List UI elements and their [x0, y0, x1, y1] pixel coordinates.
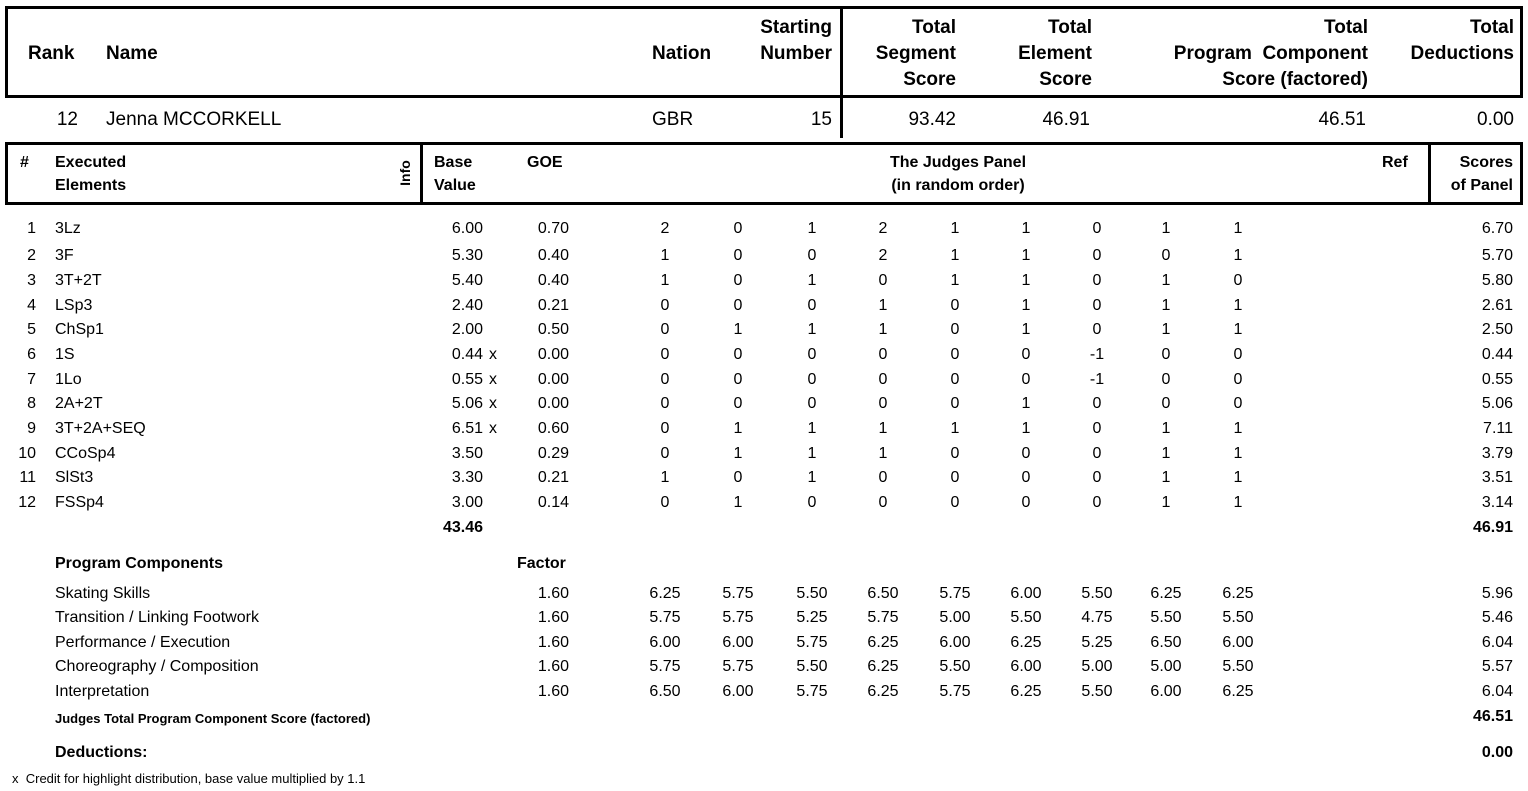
scores-of-panel-header — [1436, 151, 1513, 197]
element-judge-score: 1 — [1021, 272, 1031, 289]
component-judge-score: 6.25 — [867, 634, 899, 651]
header-line: Score (factored) — [1222, 69, 1368, 90]
header-line: Base — [434, 154, 473, 171]
component-judge-score: 6.25 — [867, 658, 899, 675]
element-num: 9 — [27, 420, 36, 437]
athlete-nation: GBR — [652, 109, 694, 130]
element-judge-score: 1 — [807, 272, 817, 289]
element-judge-score: 2 — [660, 220, 670, 237]
element-judge-score: 1 — [1161, 494, 1171, 511]
element-judge-score: 1 — [950, 272, 960, 289]
element-judge-score: 0 — [1092, 247, 1102, 264]
header-line: Score — [903, 69, 956, 90]
elements-header-box — [5, 142, 1523, 205]
element-panel-score: 0.55 — [1481, 371, 1513, 388]
col-rank-header: Rank — [28, 43, 75, 64]
element-judge-score: 2 — [878, 247, 888, 264]
element-num: 5 — [27, 321, 36, 338]
element-highlight-mark: x — [489, 395, 497, 412]
element-goe: 0.60 — [537, 420, 569, 437]
element-judge-score: 0 — [950, 297, 960, 314]
element-panel-score: 3.79 — [1481, 445, 1513, 462]
element-judge-score: 1 — [660, 272, 670, 289]
element-panel-score: 0.44 — [1481, 346, 1513, 363]
element-num: 1 — [27, 220, 36, 237]
element-goe: 0.00 — [537, 346, 569, 363]
element-judge-score: 0 — [1233, 371, 1243, 388]
element-judge-score: 0 — [1161, 395, 1171, 412]
element-code: 3T+2A+SEQ — [55, 420, 146, 437]
element-highlight-mark: x — [489, 371, 497, 388]
info-label: Info — [397, 160, 413, 186]
component-judge-score: 5.50 — [1081, 683, 1113, 700]
component-judge-score: 6.00 — [1010, 658, 1042, 675]
header-line: of Panel — [1450, 177, 1513, 194]
element-num: 2 — [27, 247, 36, 264]
component-panel-score: 6.04 — [1481, 683, 1513, 700]
header-line: Total — [1048, 17, 1092, 38]
judges-panel-header — [808, 151, 1108, 197]
header-line: Program Component — [1173, 43, 1368, 64]
component-judge-score: 5.75 — [867, 609, 899, 626]
component-factor: 1.60 — [537, 683, 569, 700]
component-judge-score: 6.25 — [1010, 683, 1042, 700]
element-num: 7 — [27, 371, 36, 388]
header-line: Value — [434, 177, 476, 194]
element-judge-score: 0 — [950, 346, 960, 363]
header-line: Executed — [55, 154, 127, 171]
component-judge-score: 6.25 — [1010, 634, 1042, 651]
element-judge-score: 1 — [1021, 321, 1031, 338]
element-panel-score: 2.61 — [1481, 297, 1513, 314]
element-goe: 0.40 — [537, 272, 569, 289]
component-judge-score: 5.50 — [1081, 585, 1113, 602]
element-highlight-mark: x — [489, 420, 497, 437]
element-code: 1S — [55, 346, 75, 363]
element-judge-score: 0 — [950, 494, 960, 511]
components-total-label: Judges Total Program Component Score (factored) — [55, 711, 371, 726]
col-deductions-header — [1380, 15, 1514, 67]
component-judge-score: 5.50 — [1150, 609, 1182, 626]
col-pcs-header — [1120, 15, 1368, 93]
component-judge-score: 6.25 — [867, 683, 899, 700]
component-factor: 1.60 — [537, 634, 569, 651]
component-judge-score: 5.50 — [1222, 658, 1254, 675]
element-judge-score: 1 — [950, 247, 960, 264]
elements-num-header: # — [20, 154, 29, 171]
element-judge-score: 1 — [950, 220, 960, 237]
base-value-header — [434, 151, 476, 197]
header-line: (in random order) — [891, 177, 1025, 194]
element-judge-score: 0 — [1092, 469, 1102, 486]
component-name: Choreography / Composition — [55, 658, 259, 675]
element-code: 1Lo — [55, 371, 82, 388]
element-judge-score: 0 — [878, 371, 888, 388]
element-judge-score: 0 — [660, 420, 670, 437]
element-num: 6 — [27, 346, 36, 363]
element-judge-score: 0 — [733, 297, 743, 314]
element-goe: 0.14 — [537, 494, 569, 511]
component-panel-score: 5.57 — [1481, 658, 1513, 675]
athlete-tes: 46.91 — [1042, 109, 1090, 130]
element-panel-score: 7.11 — [1483, 420, 1513, 437]
component-judge-score: 5.50 — [796, 658, 828, 675]
component-judge-score: 6.25 — [1150, 585, 1182, 602]
element-judge-score: 2 — [878, 220, 888, 237]
element-judge-score: 1 — [1021, 395, 1031, 412]
element-highlight-mark: x — [489, 346, 497, 363]
component-judge-score: 5.25 — [1081, 634, 1113, 651]
element-judge-score: 1 — [1161, 297, 1171, 314]
element-judge-score: 0 — [950, 371, 960, 388]
element-judge-score: 0 — [733, 371, 743, 388]
component-judge-score: 5.00 — [939, 609, 971, 626]
component-judge-score: 5.75 — [649, 609, 681, 626]
element-judge-score: 0 — [950, 395, 960, 412]
component-name: Interpretation — [55, 683, 150, 700]
component-panel-score: 5.46 — [1481, 609, 1513, 626]
element-judge-score: 0 — [733, 395, 743, 412]
element-judge-score: 0 — [1021, 469, 1031, 486]
element-judge-score: 1 — [807, 469, 817, 486]
element-judge-score: 1 — [660, 247, 670, 264]
header-line: Deductions — [1410, 43, 1514, 64]
component-judge-score: 6.00 — [1150, 683, 1182, 700]
component-judge-score: 5.75 — [796, 634, 828, 651]
component-judge-score: 5.00 — [1150, 658, 1182, 675]
athlete-rank: 12 — [56, 109, 78, 130]
component-judge-score: 5.75 — [722, 585, 754, 602]
element-judge-score: 1 — [733, 494, 743, 511]
header-line: Number — [760, 43, 832, 64]
element-judge-score: 0 — [807, 371, 817, 388]
goe-header: GOE — [527, 154, 563, 171]
element-judge-score: 0 — [950, 469, 960, 486]
element-judge-score: 1 — [1233, 220, 1243, 237]
info-header — [385, 160, 425, 186]
deductions-total: 0.00 — [1481, 744, 1513, 761]
element-judge-score: 0 — [660, 297, 670, 314]
header-line: Scores — [1459, 154, 1513, 171]
element-judge-score: 0 — [1021, 445, 1031, 462]
element-base-value: 5.30 — [451, 247, 483, 264]
element-judge-score: 0 — [1092, 297, 1102, 314]
element-judge-score: 0 — [733, 469, 743, 486]
component-judge-score: 5.75 — [796, 683, 828, 700]
component-judge-score: 5.75 — [649, 658, 681, 675]
element-judge-score: 1 — [1233, 247, 1243, 264]
component-factor: 1.60 — [537, 658, 569, 675]
element-goe: 0.00 — [537, 371, 569, 388]
element-judge-score: 0 — [1092, 321, 1102, 338]
element-base-value: 0.44 — [451, 346, 483, 363]
element-judge-score: 1 — [1161, 321, 1171, 338]
element-judge-score: 1 — [878, 321, 888, 338]
component-judge-score: 5.75 — [722, 609, 754, 626]
component-judge-score: 6.50 — [1150, 634, 1182, 651]
element-base-value: 3.30 — [451, 469, 483, 486]
element-num: 8 — [27, 395, 36, 412]
element-judge-score: 0 — [1021, 494, 1031, 511]
element-judge-score: 0 — [807, 297, 817, 314]
executed-elements-header — [55, 151, 126, 197]
element-judge-score: 0 — [807, 247, 817, 264]
element-judge-score: 0 — [660, 494, 670, 511]
component-factor: 1.60 — [537, 609, 569, 626]
header-line: Total — [1324, 17, 1368, 38]
element-goe: 0.70 — [537, 220, 569, 237]
component-name: Performance / Execution — [55, 634, 231, 651]
element-panel-score: 2.50 — [1481, 321, 1513, 338]
element-judge-score: 0 — [807, 395, 817, 412]
element-judge-score: 0 — [1233, 346, 1243, 363]
header-line: Total — [912, 17, 956, 38]
component-judge-score: 5.00 — [1081, 658, 1113, 675]
component-factor: 1.60 — [537, 585, 569, 602]
element-code: CCoSp4 — [55, 445, 116, 462]
element-judge-score: 0 — [1233, 395, 1243, 412]
element-judge-score: 0 — [1092, 420, 1102, 437]
element-judge-score: 1 — [878, 445, 888, 462]
component-judge-score: 6.25 — [1222, 683, 1254, 700]
header-line: Starting — [760, 17, 832, 38]
deductions-label: Deductions: — [55, 744, 148, 761]
component-judge-score: 5.50 — [1010, 609, 1042, 626]
element-num: 10 — [18, 445, 36, 462]
element-code: 3T+2T — [55, 272, 102, 289]
element-goe: 0.21 — [537, 297, 569, 314]
element-base-value: 2.40 — [451, 297, 483, 314]
component-judge-score: 6.00 — [722, 634, 754, 651]
component-judge-score: 6.00 — [722, 683, 754, 700]
element-goe: 0.29 — [537, 445, 569, 462]
element-base-value: 5.40 — [451, 272, 483, 289]
element-judge-score: 1 — [807, 420, 817, 437]
component-judge-score: 5.50 — [1222, 609, 1254, 626]
element-judge-score: 0 — [950, 445, 960, 462]
element-code: FSSp4 — [55, 494, 104, 511]
element-judge-score: 1 — [1233, 321, 1243, 338]
col-starting-number-header — [720, 15, 832, 67]
element-judge-score: 0 — [950, 321, 960, 338]
element-judge-score: 0 — [1092, 494, 1102, 511]
element-judge-score: 0 — [878, 272, 888, 289]
element-code: SlSt3 — [55, 469, 94, 486]
element-judge-score: 1 — [1161, 272, 1171, 289]
base-value-total: 43.46 — [442, 519, 483, 536]
element-judge-score: 1 — [1161, 220, 1171, 237]
element-judge-score: 1 — [1021, 420, 1031, 437]
component-judge-score: 6.50 — [649, 683, 681, 700]
element-judge-score: 1 — [807, 445, 817, 462]
element-judge-score: 1 — [1021, 297, 1031, 314]
element-code: ChSp1 — [55, 321, 104, 338]
component-judge-score: 5.75 — [939, 683, 971, 700]
element-panel-score: 3.14 — [1481, 494, 1513, 511]
element-judge-score: 0 — [1092, 445, 1102, 462]
ref-header: Ref — [1382, 154, 1408, 171]
element-judge-score: 1 — [1161, 445, 1171, 462]
element-judge-score: 1 — [1021, 247, 1031, 264]
program-components-title: Program Components — [55, 555, 224, 572]
element-code: LSp3 — [55, 297, 93, 314]
elements-score-total: 46.91 — [1472, 519, 1513, 536]
element-judge-score: 0 — [733, 220, 743, 237]
factor-header: Factor — [517, 555, 566, 572]
athlete-starting-number: 15 — [810, 109, 832, 130]
scores-divider — [1428, 142, 1431, 205]
element-base-value: 5.06 — [451, 395, 483, 412]
element-judge-score: 0 — [1161, 346, 1171, 363]
element-panel-score: 5.70 — [1481, 247, 1513, 264]
element-judge-score: 0 — [660, 371, 670, 388]
element-judge-score: 0 — [807, 494, 817, 511]
element-judge-score: 0 — [1161, 371, 1171, 388]
element-judge-score: 0 — [733, 346, 743, 363]
component-judge-score: 4.75 — [1081, 609, 1113, 626]
element-base-value: 3.00 — [451, 494, 483, 511]
element-judge-score: 0 — [1021, 346, 1031, 363]
element-judge-score: 1 — [733, 321, 743, 338]
component-judge-score: 6.00 — [939, 634, 971, 651]
element-judge-score: 0 — [660, 321, 670, 338]
athlete-name: Jenna MCCORKELL — [106, 109, 282, 130]
element-judge-score: 0 — [1092, 220, 1102, 237]
element-judge-score: 0 — [660, 445, 670, 462]
component-judge-score: 5.75 — [939, 585, 971, 602]
element-code: 3F — [55, 247, 74, 264]
element-panel-score: 3.51 — [1481, 469, 1513, 486]
element-judge-score: 1 — [807, 220, 817, 237]
col-nation-header: Nation — [652, 43, 712, 64]
col-tss-header — [840, 15, 956, 93]
element-judge-score: 0 — [878, 395, 888, 412]
athlete-tss: 93.42 — [908, 109, 956, 130]
header-line: Segment — [875, 43, 956, 64]
element-judge-score: 1 — [1233, 297, 1243, 314]
element-judge-score: 1 — [807, 321, 817, 338]
component-judge-score: 6.00 — [649, 634, 681, 651]
element-judge-score: -1 — [1089, 346, 1105, 363]
element-judge-score: 1 — [1233, 494, 1243, 511]
header-line: Element — [1018, 43, 1092, 64]
element-judge-score: 1 — [878, 297, 888, 314]
element-judge-score: 1 — [1233, 420, 1243, 437]
element-num: 4 — [27, 297, 36, 314]
athlete-pcs: 46.51 — [1318, 109, 1366, 130]
footnote: x Credit for highlight distribution, base value multiplied by 1.1 — [12, 771, 366, 786]
element-judge-score: 0 — [733, 247, 743, 264]
element-base-value: 6.51 — [451, 420, 483, 437]
component-judge-score: 5.75 — [722, 658, 754, 675]
element-judge-score: 0 — [1233, 272, 1243, 289]
element-panel-score: 6.70 — [1481, 220, 1513, 237]
element-base-value: 6.00 — [451, 220, 483, 237]
component-judge-score: 5.25 — [796, 609, 828, 626]
element-base-value: 0.55 — [451, 371, 483, 388]
component-judge-score: 6.50 — [867, 585, 899, 602]
element-judge-score: -1 — [1089, 371, 1105, 388]
element-judge-score: 0 — [878, 469, 888, 486]
element-base-value: 3.50 — [451, 445, 483, 462]
element-goe: 0.21 — [537, 469, 569, 486]
element-judge-score: 0 — [660, 346, 670, 363]
component-panel-score: 6.04 — [1481, 634, 1513, 651]
element-base-value: 2.00 — [451, 321, 483, 338]
element-code: 2A+2T — [55, 395, 103, 412]
header-line: Elements — [55, 177, 127, 194]
component-panel-score: 5.96 — [1481, 585, 1513, 602]
element-judge-score: 0 — [1161, 247, 1171, 264]
component-judge-score: 6.25 — [1222, 585, 1254, 602]
col-tes-header — [980, 15, 1092, 93]
element-judge-score: 1 — [950, 420, 960, 437]
component-judge-score: 6.00 — [1010, 585, 1042, 602]
element-judge-score: 1 — [733, 445, 743, 462]
element-judge-score: 0 — [807, 346, 817, 363]
element-judge-score: 0 — [1021, 371, 1031, 388]
element-panel-score: 5.80 — [1481, 272, 1513, 289]
header-line: Total — [1470, 17, 1514, 38]
element-judge-score: 1 — [878, 420, 888, 437]
components-total: 46.51 — [1472, 708, 1513, 725]
element-judge-score: 1 — [660, 469, 670, 486]
element-num: 3 — [27, 272, 36, 289]
athlete-deductions: 0.00 — [1477, 109, 1514, 130]
element-goe: 0.00 — [537, 395, 569, 412]
element-judge-score: 1 — [1233, 469, 1243, 486]
component-judge-score: 6.00 — [1222, 634, 1254, 651]
element-goe: 0.50 — [537, 321, 569, 338]
component-name: Transition / Linking Footwork — [55, 609, 259, 626]
element-judge-score: 0 — [1092, 272, 1102, 289]
element-judge-score: 0 — [733, 272, 743, 289]
element-judge-score: 1 — [1021, 220, 1031, 237]
element-num: 12 — [18, 494, 36, 511]
element-goe: 0.40 — [537, 247, 569, 264]
element-judge-score: 1 — [733, 420, 743, 437]
element-judge-score: 0 — [1092, 395, 1102, 412]
element-judge-score: 0 — [878, 346, 888, 363]
col-name-header: Name — [106, 43, 158, 64]
element-judge-score: 1 — [1233, 445, 1243, 462]
component-judge-score: 5.50 — [796, 585, 828, 602]
element-judge-score: 1 — [1161, 469, 1171, 486]
element-judge-score: 1 — [1161, 420, 1171, 437]
component-name: Skating Skills — [55, 585, 151, 602]
component-judge-score: 6.25 — [649, 585, 681, 602]
element-code: 3Lz — [55, 220, 81, 237]
element-num: 11 — [19, 469, 36, 486]
header-line: The Judges Panel — [889, 154, 1027, 171]
header-line: Score — [1039, 69, 1092, 90]
element-judge-score: 0 — [660, 395, 670, 412]
element-panel-score: 5.06 — [1481, 395, 1513, 412]
component-judge-score: 5.50 — [939, 658, 971, 675]
element-judge-score: 0 — [878, 494, 888, 511]
